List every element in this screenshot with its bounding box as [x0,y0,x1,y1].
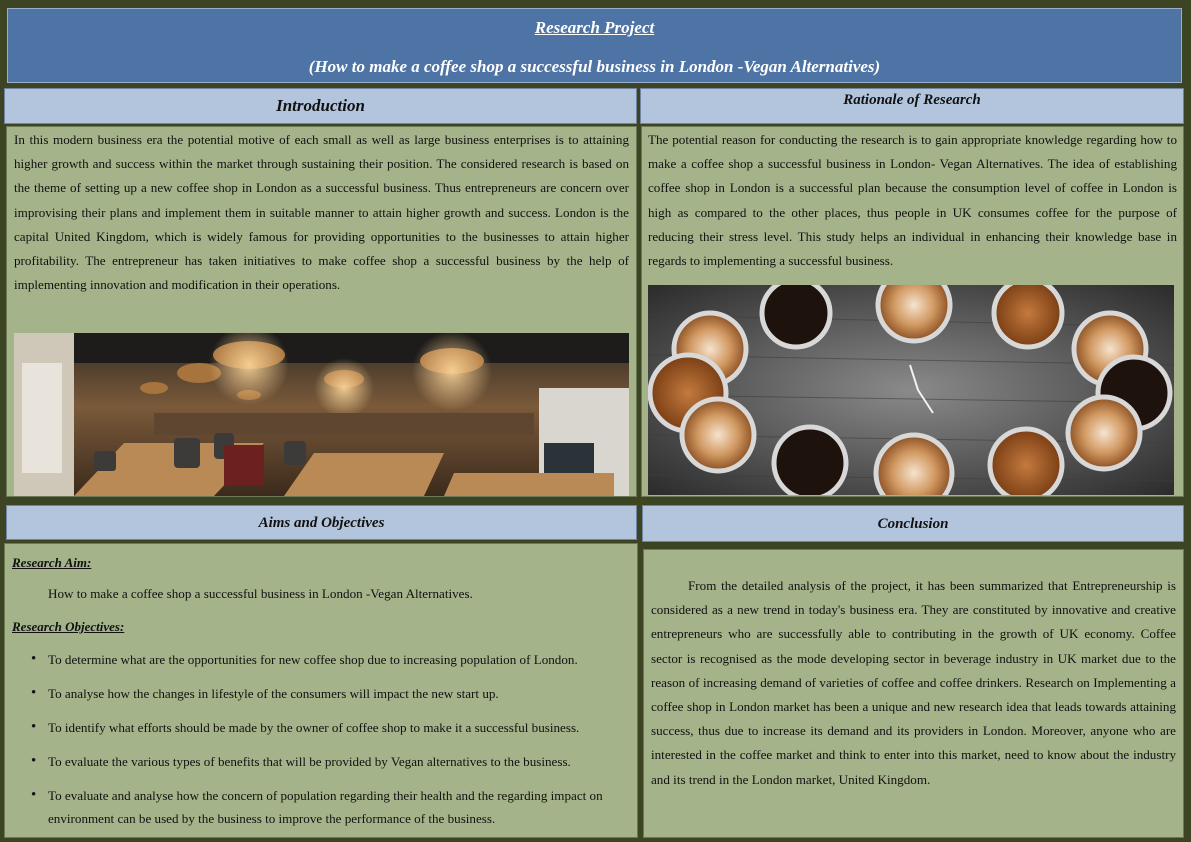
conclusion-panel [643,549,1184,838]
rationale-heading-bar [640,88,1184,124]
aims-panel [4,543,638,838]
objective-item: • To evaluate the various types of benefits that will be provided by Vegan alternatives to the business. [13,750,633,773]
rationale-heading: Rationale of Research [843,92,981,108]
cafe-interior-photo [14,333,629,496]
objective-item: • To evaluate and analyse how the concern of population regarding their health and the regarding impact on environment can be used by the business to improve the performance of the business. [13,784,633,830]
research-aim-text: How to make a coffee shop a successful business in London -Vegan Alternatives. [48,586,473,601]
objective-item: • To analyse how the changes in lifestyle of the consumers will impact the new start up. [13,682,633,705]
poster-title: Research Project [534,18,655,37]
aims-heading: Aims and Objectives [258,515,385,531]
objective-item: • To determine what are the opportunities for new coffee shop due to increasing population of London. [13,648,633,671]
conclusion-heading: Conclusion [877,516,949,532]
objective-item: • To identify what efforts should be made by the owner of coffee shop to make it a successful business. [13,716,633,739]
poster-title-bar [7,8,1182,83]
research-aim-label: Research Aim: [12,555,92,570]
rationale-panel [641,126,1184,497]
coffee-cups-clock-photo [648,285,1174,495]
aims-heading-bar [6,505,637,540]
poster-subtitle: (How to make a coffee shop a successful business in London -Vegan Alternatives) [308,57,881,76]
introduction-text: In this modern business era the potential motive of each small as well as large business enterprises is to attaining higher growth and success within the market through sustaining their position. The considered research is based on the theme of setting up a new coffee shop in London as a successful business. Thus entrepreneurs are concern over improvising their plans and implement them in suitable manner to attain higher growth and success. London is the capital United Kingdom, which is widely famous for providing opportunities to the businesses to attain higher profitability. The entrepreneur has taken initiatives to make coffee shop a successful business by the help of implementing innovation and modification in their operations. [14,132,629,293]
introduction-panel [6,126,637,497]
objectives-list [13,648,633,838]
conclusion-heading-bar [642,505,1184,542]
introduction-heading-bar [4,88,637,124]
research-objectives-label: Research Objectives: [12,619,125,634]
introduction-heading: Introduction [276,96,365,115]
rationale-text: The potential reason for conducting the research is to gain appropriate knowledge regarding how to make a coffee shop a successful business in London- Vegan Alternatives. The idea of establishing coffee shop in London is a successful plan because the consumption level of coffee in London is high as compared to the other places, thus people in UK consumes coffee for the purpose of reducing their stress level. This study helps an individual in enhancing their knowledge base in regards to implementing a successful business. [648,132,1177,269]
conclusion-text: From the detailed analysis of the project, it has been summarized that Entrepreneurship is considered as a new trend in today's business era. They are constituted by innovative and creative entrepreneurs who are successfully able to contributing in the growth of UK economy. Coffee sector is recognised as the mode developing sector in beverage industry in UK market due to the reason of increasing demand of varieties of coffee and coffee drinkers. Research on Implementing a coffee shop in London market has been a unique and new research idea that leads towards attaining success, thus due to increase its demand and its providers in London. Moreover, anyone who are interested in the coffee market and think to enter into this market, need to know about the industry and its trend in the London market, United Kingdom. [651,578,1176,787]
